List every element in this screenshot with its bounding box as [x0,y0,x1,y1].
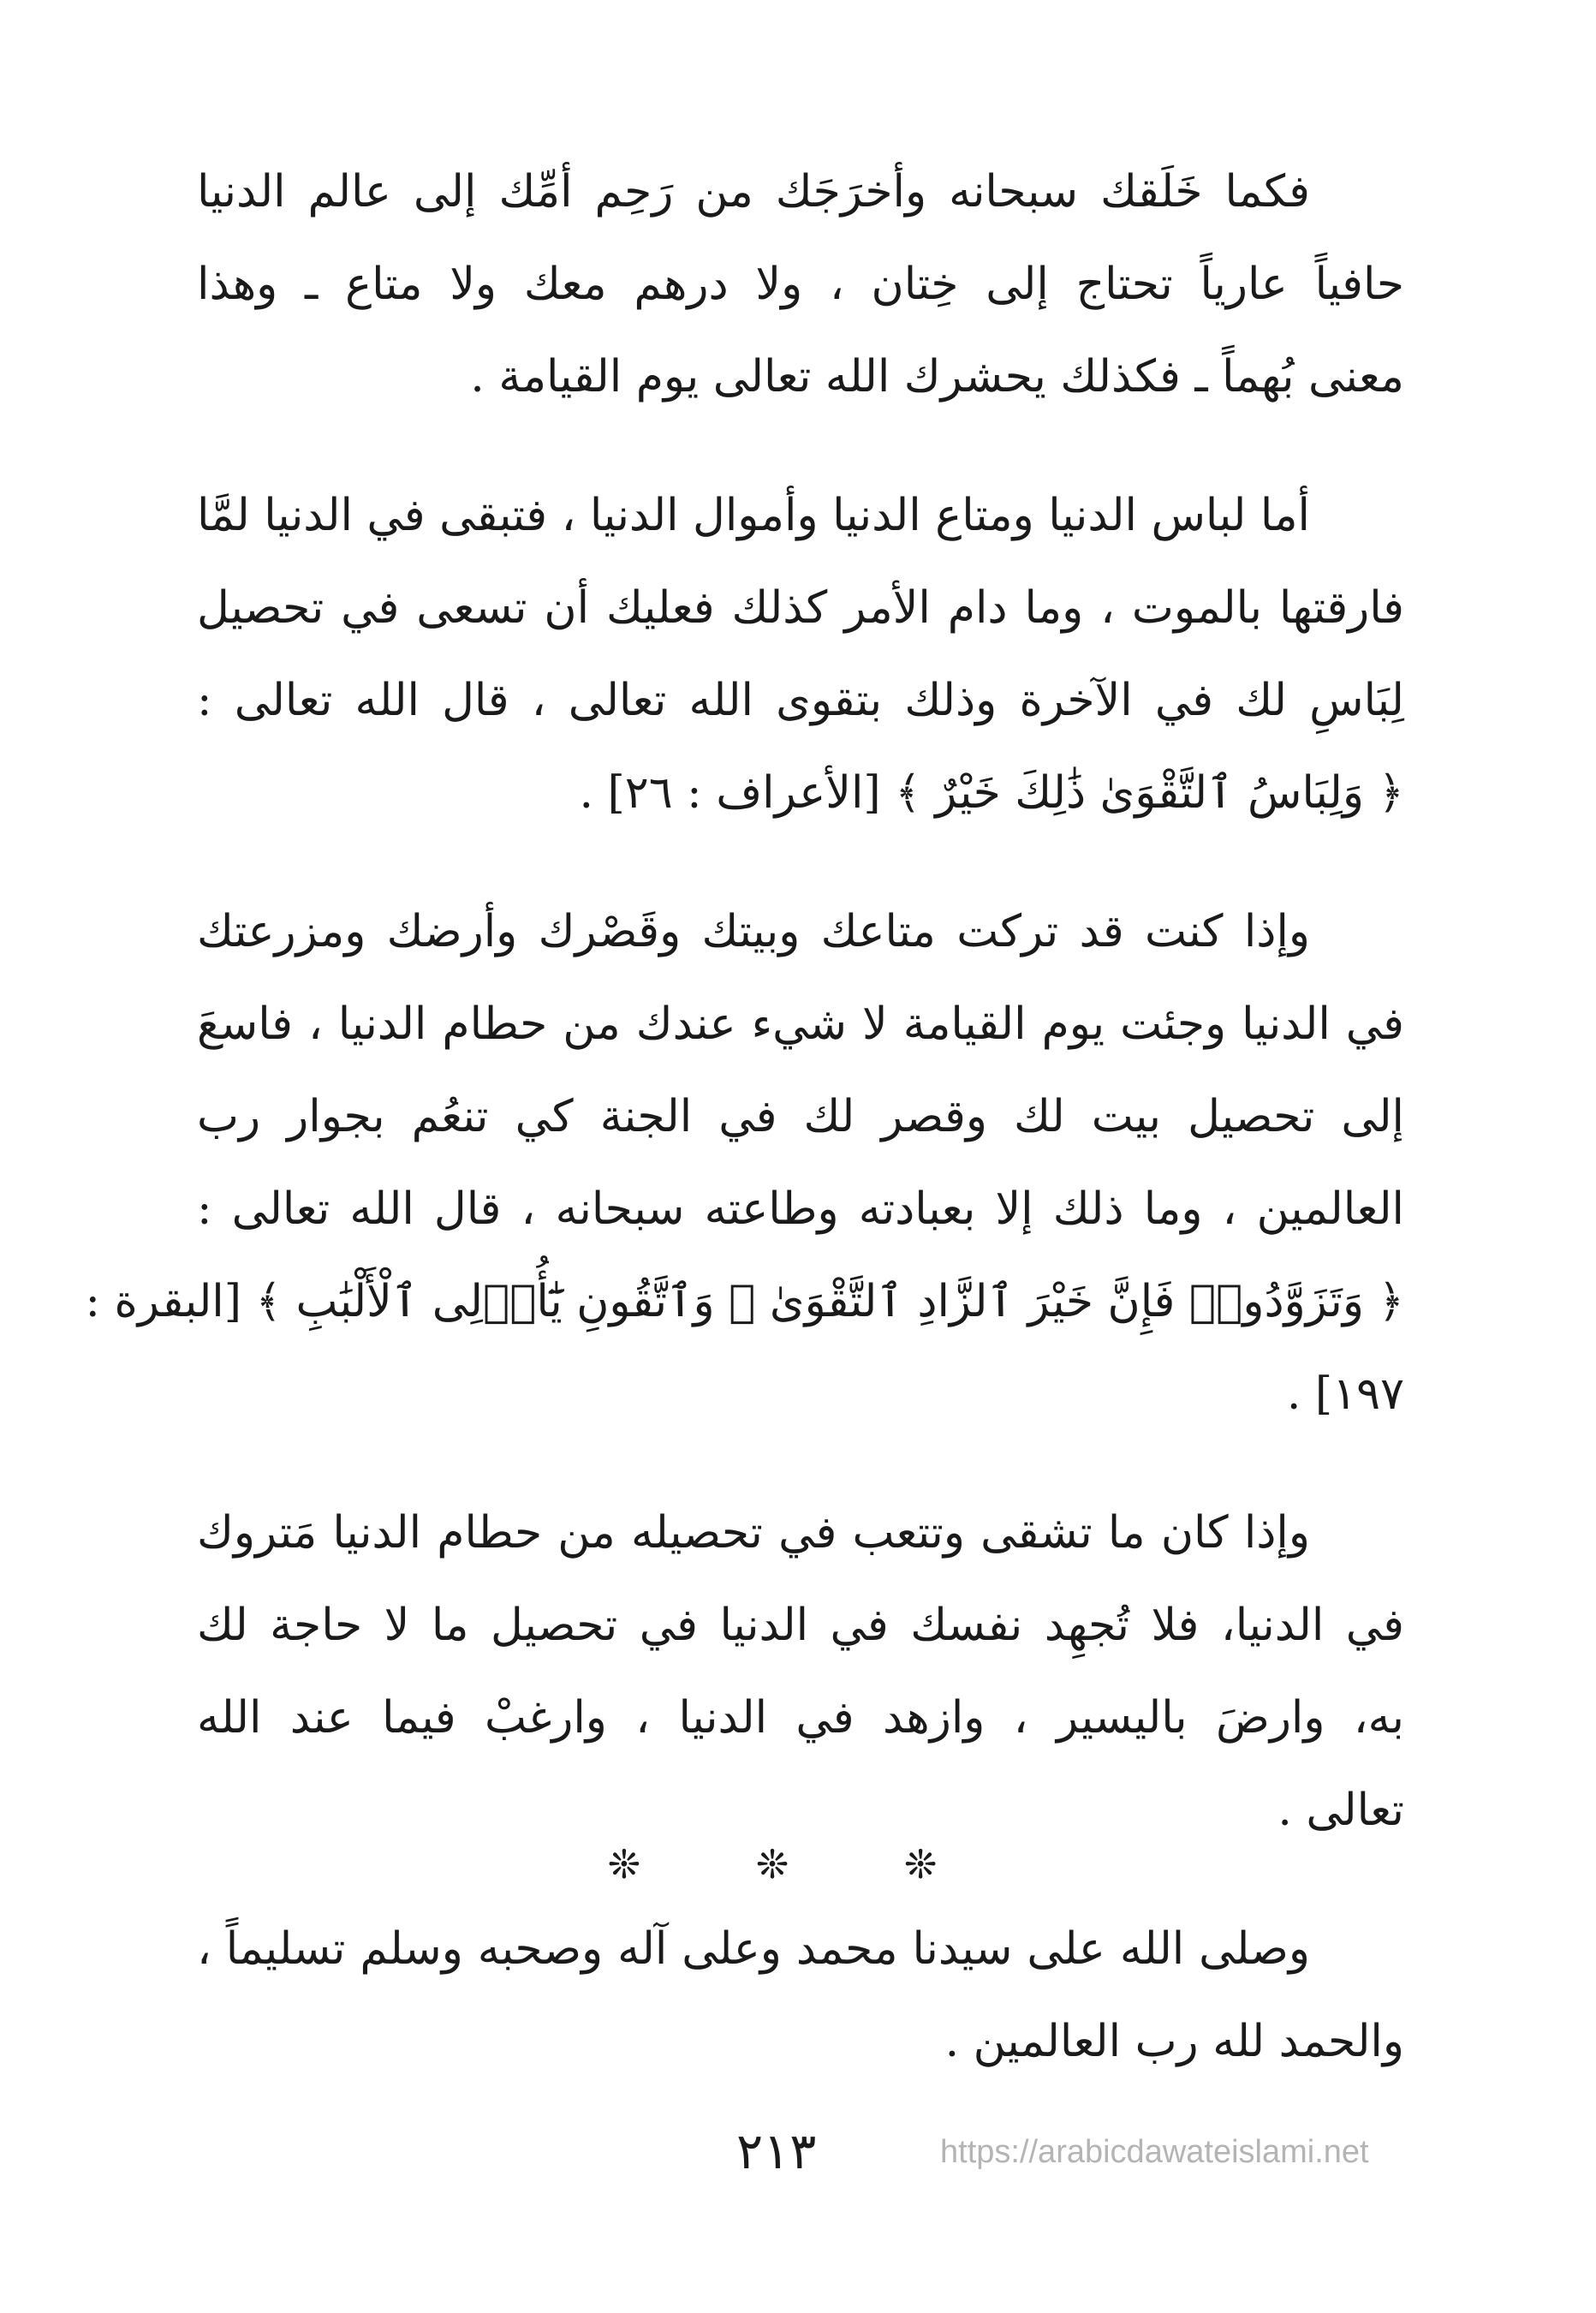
paragraph-4 [197,1487,1404,1857]
text-line: به، وارضَ باليسير ، وازهد في الدنيا ، وارغبْ فيما عند الله [197,1692,1404,1744]
text-line: فارقتها بالموت ، وما دام الأمر كذلك فعليك أن تسعى في تحصيل [197,582,1404,634]
text-line: لِبَاسِ لك في الآخرة وذلك بتقوى الله تعالى ، قال الله تعالى : [197,675,1404,726]
quran-verse-line: ﴿ وَتَزَوَّدُوا۟ فَإِنَّ خَيْرَ ٱلزَّادِ ٱلتَّقْوَىٰ ۚ وَٱتَّقُونِ يَٰٓأُو۟لِى ٱلْأَلْبَٰبِ ﴾ [البقرة : [85,1276,1404,1327]
text-line: إلى تحصيل بيت لك وقصر لك في الجنة كي تنعُم بجوار رب [197,1091,1404,1142]
text-line: وصلى الله على سيدنا محمد وعلى آله وصحبه وسلم تسليماً ، [197,1923,1310,1975]
text-line: في الدنيا، فلا تُجهِد نفسك في الدنيا في تحصيل ما لا حاجة لك [197,1600,1404,1651]
paragraph-2 [197,469,1404,839]
text-line: في الدنيا وجئت يوم القيامة لا شيء عندك من حطام الدنيا ، فاسعَ [197,999,1404,1050]
text-line: وإذا كان ما تشقى وتتعب في تحصيله من حطام الدنيا مَتروك [197,1507,1310,1559]
page-number: ٢١٣ [736,2122,817,2180]
watermark-url: https://arabicdawateislami.net [940,2134,1369,2170]
text-line: ١٩٧] . [1286,1368,1404,1420]
text-line: وإذا كنت قد تركت متاعك وبيتك وقَصْرك وأرضك ومزرعتك [197,906,1310,957]
page-body [85,146,1404,2134]
text-line: تعالى . [1277,1785,1404,1836]
paragraph-3 [85,885,1404,1440]
text-line: معنى بُهماً ـ فكذلك يحشرك الله تعالى يوم القيامة . [470,351,1404,402]
quran-verse-line: ﴿ وَلِبَاسُ ٱلتَّقْوَىٰ ذَٰلِكَ خَيْرٌ ﴾ [الأعراف : ٢٦] . [579,767,1404,819]
text-line: حافياً عارياً تحتاج إلى خِتان ، ولا درهم معك ولا متاع ـ وهذا [197,259,1404,310]
paragraph-1 [197,146,1404,423]
text-line: العالمين ، وما ذلك إلا بعبادته وطاعته سبحانه ، قال الله تعالى : [197,1183,1404,1235]
text-line: والحمد لله رب العالمين . [944,2016,1404,2067]
text-line: أما لباس الدنيا ومتاع الدنيا وأموال الدنيا ، فتبقى في الدنيا لمَّا [197,490,1310,541]
text-line: فكما خَلَقك سبحانه وأخرَجَك من رَحِم أمِّك إلى عالم الدنيا [197,166,1310,218]
section-separator: ❊ ❊ ❊ [607,1841,989,1887]
paragraph-5 [197,1903,1404,2088]
